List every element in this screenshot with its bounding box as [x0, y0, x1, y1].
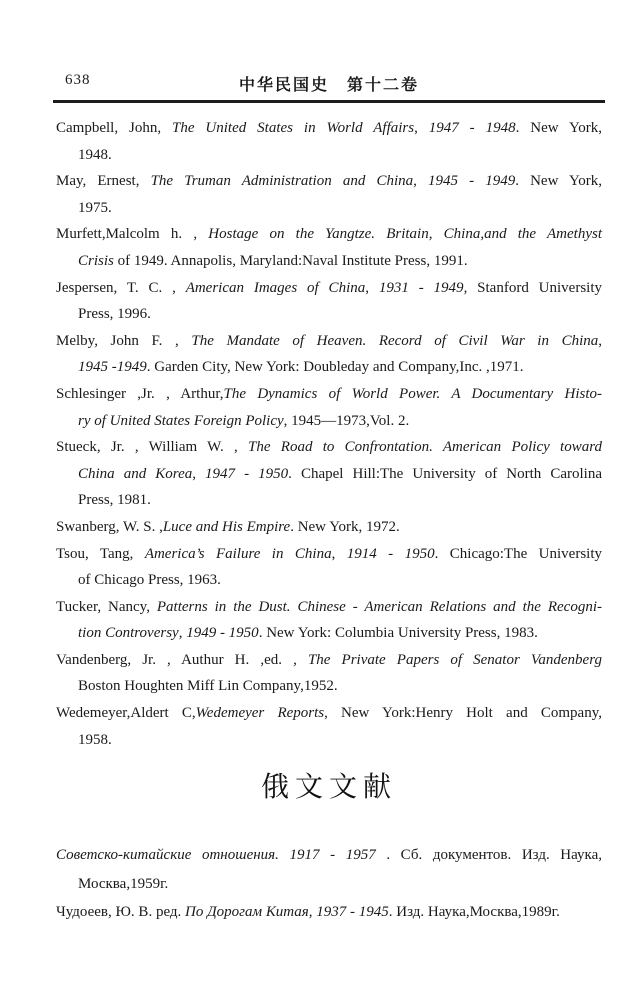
entry-line: ry of United States Foreign Policy, 1945—1973,Vol. 2.: [78, 412, 410, 429]
entry-line: Schlesinger ,Jr. , Arthur,The Dynamics of World Power. A Documentary Histo-: [56, 385, 602, 402]
entry-line: May, Ernest, The Truman Administration and China, 1945 - 1949. New York,: [56, 173, 603, 190]
bibliography-entry: [56, 514, 602, 541]
russian-entry: [56, 841, 602, 898]
bibliography-list-russian: [56, 841, 602, 927]
bibliography-entry: [56, 434, 602, 514]
entry-line: Swanberg, W. S. ,Luce and His Empire. New York, 1972.: [56, 518, 400, 535]
entry-line: Tsou, Tang, America’s Failure in China, 1914 - 1950. Chicago:The University: [56, 545, 602, 562]
entry-line: 1975.: [78, 199, 112, 216]
entry-line: 1948.: [78, 146, 112, 163]
entry-line: Stueck, Jr. , William W. , The Road to Confrontation. American Policy toward: [56, 439, 602, 456]
running-header: [55, 72, 603, 94]
bibliography-entry: [56, 700, 602, 753]
russian-entry: [56, 898, 602, 927]
bibliography-entry: [56, 221, 602, 274]
running-header-title: 中华民国史 第十二卷: [238, 77, 419, 94]
section-title-russian: 俄文文献: [260, 772, 397, 804]
entry-line: Москва,1959г.: [78, 875, 169, 892]
bibliography-entry: [56, 115, 602, 168]
entry-line: Crisis of 1949. Annapolis, Maryland:Naval Institute Press, 1991.: [78, 252, 468, 269]
bibliography-entry: [56, 647, 602, 700]
entry-line: Press, 1996.: [78, 306, 151, 323]
entry-line: Wedemeyer,Aldert C,Wedemeyer Reports, New York:Henry Holt and Company,: [56, 705, 602, 722]
page-number: 638: [65, 72, 91, 88]
entry-line: Vandenberg, Jr. , Authur H. ,ed. , The Private Papers of Senator Vandenberg: [56, 651, 603, 668]
entry-line: Campbell, John, The United States in World Affairs, 1947 - 1948. New York,: [56, 120, 603, 136]
entry-line: Boston Houghten Miff Lin Company,1952.: [78, 678, 338, 695]
entry-line: tion Controversy, 1949 - 1950. New York: Columbia University Press, 1983.: [78, 625, 538, 642]
entry-line: of Chicago Press, 1963.: [78, 572, 221, 589]
entry-line: Советско-китайские отношения. 1917 - 1957 . Сб. документов. Изд. Наука,: [56, 847, 603, 864]
bibliography-entry: [56, 168, 602, 221]
bibliography-entry: [56, 275, 602, 328]
entry-line: 1945 -1949. Garden City, New York: Doubleday and Company,Inc. ,1971.: [78, 359, 524, 376]
entry-line: Чудоеев, Ю. В. ред. По Дорогам Китая, 1937 - 1945. Изд. Наука,Москва,1989г.: [56, 904, 560, 921]
entry-line: 1958.: [78, 731, 112, 748]
page-content: [56, 115, 602, 927]
bibliography-entry: [56, 594, 602, 647]
entry-line: Tucker, Nancy, Patterns in the Dust. Chinese - American Relations and the Recogni-: [56, 598, 602, 615]
bibliography-entry: [56, 541, 602, 594]
bibliography-entry: [56, 328, 602, 381]
entry-line: Press, 1981.: [78, 492, 151, 509]
bibliography-entry: [56, 381, 602, 434]
header-rule: [53, 100, 605, 103]
entry-line: Jespersen, T. C. , American Images of China, 1931 - 1949, Stanford University: [56, 279, 603, 296]
entry-line: Murfett,Malcolm h. , Hostage on the Yangtze. Britain, China,and the Amethyst: [56, 226, 602, 243]
entry-line: Melby, John F. , The Mandate of Heaven. Record of Civil War in China,: [56, 332, 603, 349]
bibliography-list-english: [56, 115, 602, 753]
entry-line: China and Korea, 1947 - 1950. Chapel Hill:The University of North Carolina: [78, 465, 603, 482]
